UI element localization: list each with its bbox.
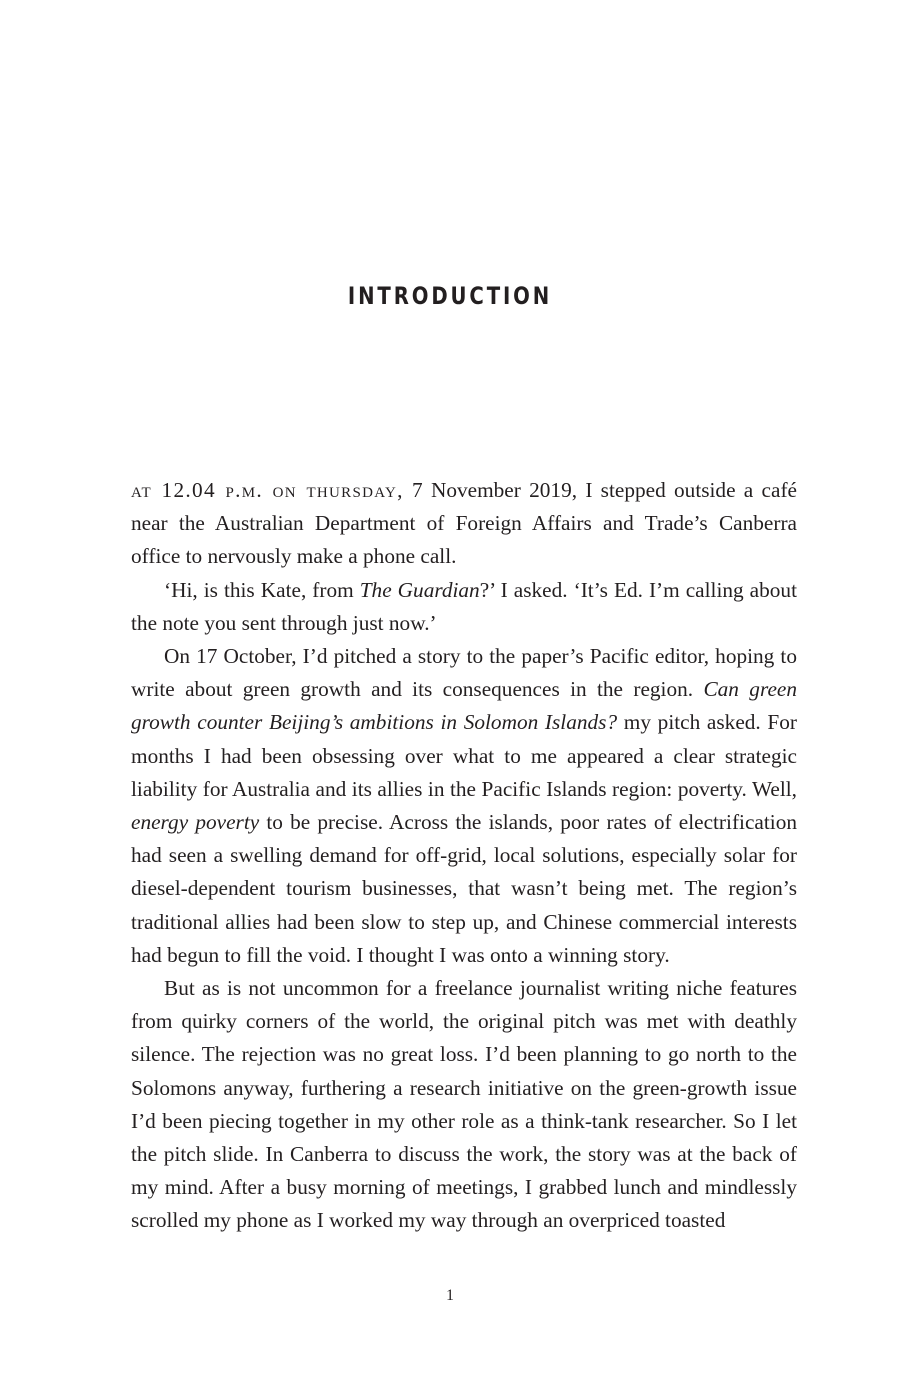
paragraph-2 <box>131 574 797 640</box>
pitch-title-italic: Can green growth counter Beijing’s ambitions in Solomon Islands? <box>131 677 798 735</box>
paragraph-1 <box>131 474 797 574</box>
chapter-title: INTRODUCTION <box>347 282 553 310</box>
paragraph-text: On 17 October, I’d pitched a story to the paper’s Pacific editor, hoping to write about green growth and its consequences in the region. <box>131 644 797 702</box>
emphasis-italic: energy poverty <box>131 810 260 835</box>
paragraph-text: my pitch asked. For months I had been obsessing over what to me appeared a clear strategic liability for Australia and its allies in the Pacific Islands region: poverty. Well, <box>131 710 797 801</box>
paragraph-4 <box>131 972 797 1238</box>
paragraph-text: But as is not uncommon for a freelance journalist writing niche features from quirky corners of the world, the original pitch was met with deathly silence. The rejection was no great loss. I’d been planning to go north to the Solomons anyway, furthering a research initiative on the green-growth issue I’d been piecing together in my other role as a think-tank researcher. So I let the pitch slide. In Canberra to discuss the work, the story was at the back of my mind. After a busy morning of meetings, I grabbed lunch and mindlessly scrolled my phone as I worked my way through an overpriced toasted <box>131 976 797 1233</box>
publication-name-italic: The Guardian <box>359 577 480 602</box>
paragraph-text: ?’ I asked. ‘It’s Ed. I’m calling about the note you sent through just now.’ <box>131 577 797 635</box>
paragraph-text: 7 November 2019, I stepped outside a café near the Australian Department of Foreign Affairs and Trade’s Canberra office to nervously make a phone call. <box>131 478 797 569</box>
chapter-body <box>131 474 797 1238</box>
paragraph-3 <box>131 640 797 972</box>
opening-small-caps: at 12.04 p.m. on thursday, <box>131 478 404 502</box>
paragraph-text: ‘Hi, is this Kate, from <box>164 577 360 602</box>
paragraph-text: to be precise. Across the islands, poor rates of electrification had seen a swelling demand for off-grid, local solutions, especially solar for diesel-dependent tourism businesses, that wasn’t being met. The region’s traditional allies had been slow to step up, and Chinese commercial interests had begun to fill the void. I thought I was onto a winning story. <box>131 810 797 967</box>
page-number: 1 <box>446 1287 454 1304</box>
